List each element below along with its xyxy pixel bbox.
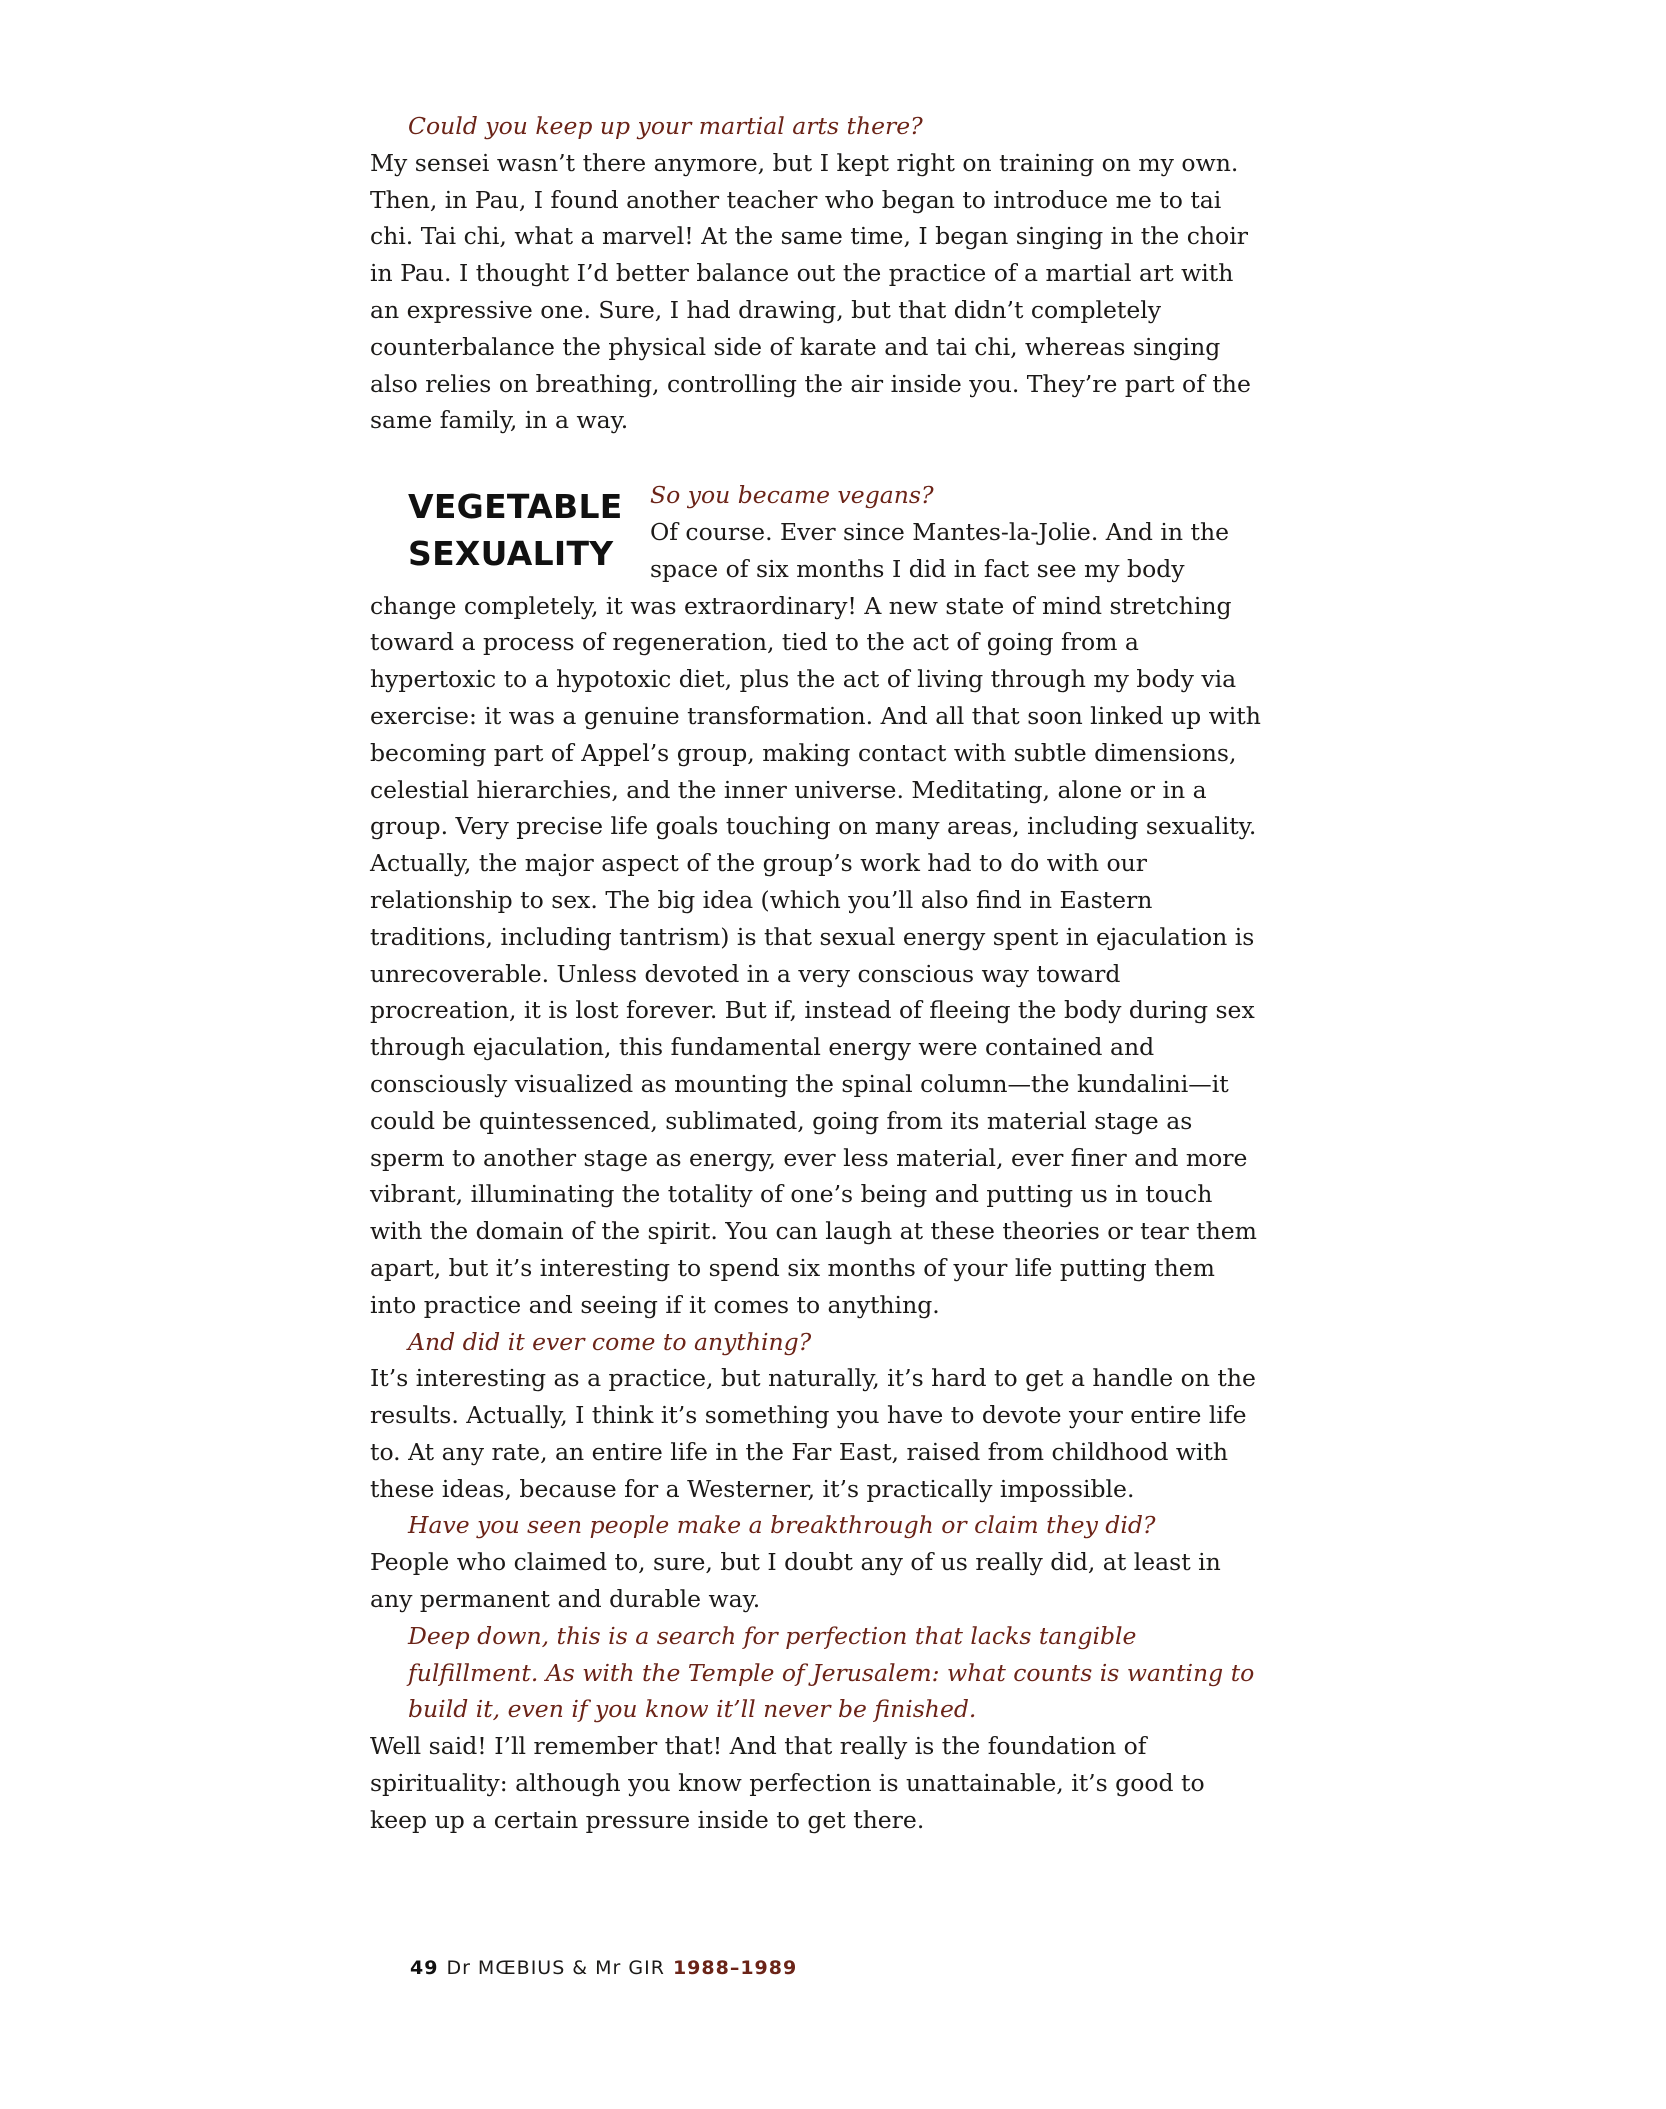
article-body <box>370 108 1265 1839</box>
section-heading-line: SEXUALITY <box>408 534 614 574</box>
interview-answer: My sensei wasn’t there anymore, but I kept right on training on my own. Then, in Pau, I found another teacher who began to introduce me to tai chi. Tai chi, what a marvel! At the same time, I began singing in the choir in Pau. I thought I’d better balance out the practice of a martial art with an expressive one. Sure, I had drawing, but that didn’t completely counterbalance the physical side of karate and tai chi, whereas singing also relies on breathing, controlling the air inside you. They’re part of the same family, in a way. <box>370 148 1251 435</box>
interview-question: Deep down, this is a search for perfection that lacks tangible fulfillment. As with the Temple of Jerusalem: what counts is wanting to build it, even if you know it’ll never be finished. <box>408 1621 1255 1724</box>
interview-question: Have you seen people make a breakthrough or claim they did? <box>408 1511 1156 1540</box>
section-spacer <box>370 439 1265 477</box>
interview-answer: It’s interesting as a practice, but naturally, it’s hard to get a handle on the results. Actually, I think it’s something you have to devote your entire life to. At any rate, an entire life in the Far East, raised from childhood with these ideas, because for a Westerner, it’s practically impossible. <box>370 1364 1256 1503</box>
book-years: 1988–1989 <box>672 1957 798 1979</box>
section-heading <box>408 483 650 577</box>
section-heading-line: VEGETABLE <box>408 487 623 527</box>
interview-question: So you became vegans? <box>650 481 934 510</box>
interview-question: And did it ever come to anything? <box>408 1327 812 1356</box>
interview-answer: People who claimed to, sure, but I doubt any of us really did, at least in any permanent and durable way. <box>370 1548 1221 1614</box>
book-title: Dr MŒBIUS & Mr GIR <box>446 1957 665 1979</box>
interview-question: Could you keep up your martial arts there? <box>408 112 923 140</box>
interview-answer: Of course. Ever since Mantes-la-Jolie. And in the space of six months I did in fact see my body change completely, it was extraordinary! A new state of mind stretching toward a process of regeneration, tied to the act of going from a hypertoxic to a hypotoxic diet, plus the act of living through my body via exercise: it was a genuine transformation. And all that soon linked up with becoming part of Appel’s group, making contact with subtle dimensions, celestial hierarchies, and the inner universe. Meditating, alone or in a group. Very precise life goals touching on many areas, including sexuality. Actually, the major aspect of the group’s work had to do with our relationship to sex. The big idea (which you’ll also find in Eastern traditions, including tantrism) is that sexual energy spent in ejaculation is unrecoverable. Unless devoted in a very conscious way toward procreation, it is lost forever. But if, instead of fleeing the body during sex through ejaculation, this fundamental energy were contained and consciously visualized as mounting the spinal column—the kundalini—it could be quintessenced, sublimated, going from its material stage as sperm to another stage as energy, ever less material, ever finer and more vibrant, illuminating the totality of one’s being and putting us in touch with the domain of the spirit. You can laugh at these theories or tear them apart, but it’s interesting to spend six months of your life putting them into practice and seeing if it comes to anything. <box>370 517 1261 1319</box>
page-number: 49 <box>410 1957 439 1979</box>
interview-answer: Well said! I’ll remember that! And that really is the foundation of spirituality: although you know perfection is unattainable, it’s good to keep up a certain pressure inside to get there. <box>370 1732 1205 1834</box>
page-footer <box>410 1957 797 1979</box>
